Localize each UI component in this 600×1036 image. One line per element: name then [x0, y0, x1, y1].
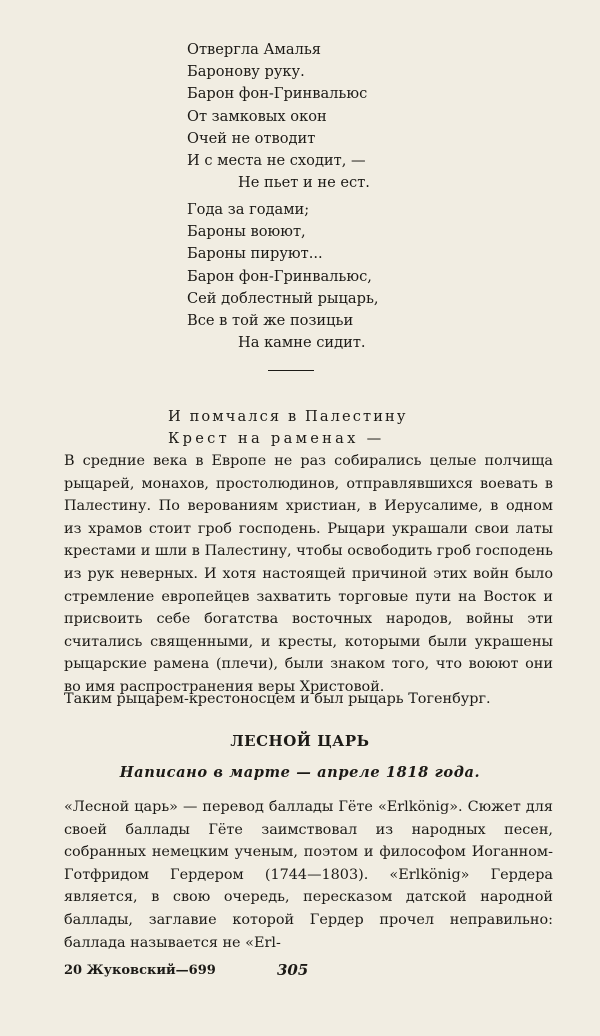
note-lemma-line-1: И помчался в Палестину	[168, 408, 408, 425]
verse-line: Бароны воюют,	[187, 223, 306, 241]
note-paragraph: В средние века в Европе не раз собирались целые полчища рыцарей, монахов, простолюдинов, отправлявшихся воевать в Палестину. По верованиям христиан, в Иерусалиме, в одном из храмов стоит гроб господень. Рыцари украшали свои латы крестами и шли в Палестину, чтобы освободить гроб господень из рук неверных. И хотя настоящей причиной этих войн было стремление европейцев захватить торговые пути на Восток и присвоить себе богатства восточных народов, войны эти считались священными, и кресты, которыми были украшены рыцарские рамена (плечи), были знаком того, что воюют они во имя распространения веры Христовой.	[64, 453, 553, 695]
verse-line: И с места не сходит, —	[187, 152, 366, 170]
section-heading: ЛЕСНОЙ ЦАРЬ	[230, 732, 370, 750]
poem-stanza-1	[187, 39, 370, 194]
verse-line: Барон фон-Гринвальюс	[187, 85, 368, 103]
note-lemma-line-2: Крест на раменах —	[168, 430, 385, 447]
verse-line: Не пьет и не ест.	[238, 174, 370, 192]
verse-line: От замковых окон	[187, 107, 327, 125]
printer-signature: 20 Жуковский—699	[64, 963, 216, 978]
page-number: 305	[277, 961, 309, 979]
poem-stanza-2	[187, 199, 379, 354]
verse-line: Барон фон-Гринвальюс,	[187, 267, 372, 285]
verse-line: Сей доблестный рыцарь,	[187, 289, 379, 307]
verse-line: Года за годами;	[187, 201, 310, 218]
section-subheading: Написано в марте — апреле 1818 года.	[119, 764, 481, 781]
verse-line: Все в той же позицьи	[187, 312, 354, 330]
verse-line: На камне сидит.	[238, 334, 366, 352]
verse-line: Очей не отводит	[187, 129, 316, 147]
verse-line: Бароны пируют...	[187, 245, 323, 263]
note-paragraph-conclusion: Таким рыцарем-крестоносцем и был рыцарь Тогенбург.	[64, 691, 491, 707]
section-divider	[268, 370, 314, 371]
verse-line: Отвергла Амалья	[187, 41, 322, 58]
section-paragraph: «Лесной царь» — перевод баллады Гёте «Erlkönig». Сюжет для своей баллады Гёте заимствовал из народных песен, собранных немецким ученым, поэтом и философом Иоганном-Готфридом Гердером (1744—1803). «Erlkönig» Гердера является, в свою очередь, пересказом датской народной баллады, заглавие которой Гердер прочел неправильно: баллада называется не «Erl-	[64, 799, 553, 951]
verse-line: Баронову руку.	[187, 63, 305, 81]
